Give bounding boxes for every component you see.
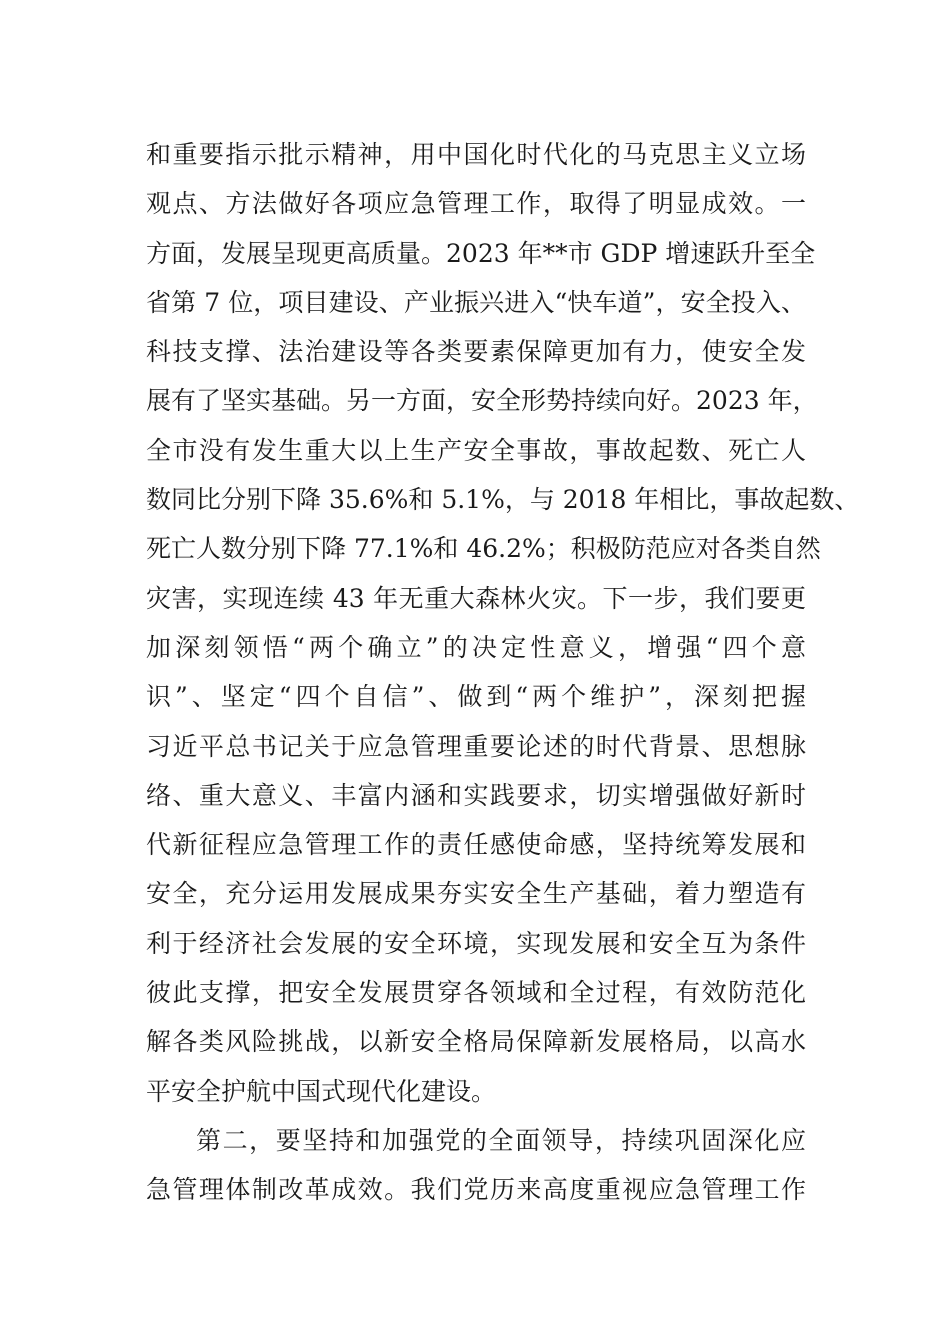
paragraph-2 [146,1116,806,1215]
text-line: 方面，发展呈现更高质量。2023 年**市 GDP 增速跃升至全 [146,238,816,268]
text-line: 和重要指示批示精神，用中国化时代化的马克思主义立场 [146,140,806,169]
text-line: 急管理体制改革成效。我们党历来高度重视应急管理工作 [146,1175,806,1205]
text-line: 安全，充分运用发展成果夯实安全生产基础，着力塑造有 [146,879,806,909]
text-line: 平安全护航中国式现代化建设。 [146,1076,497,1106]
text-line: 代新征程应急管理工作的责任感使命感，坚持统筹发展和 [146,830,806,860]
text-line: 省第 7 位，项目建设、产业振兴进入“快车道”，安全投入、 [146,287,806,317]
text-line: 习近平总书记关于应急管理重要论述的时代背景、思想脉 [146,731,806,761]
text-line: 加深刻领悟“两个确立”的决定性意义，增强“四个意 [146,632,806,662]
text-line: 络、重大意义、丰富内涵和实践要求，切实增强做好新时 [146,780,806,810]
text-line: 利于经济社会发展的安全环境，实现发展和安全互为条件 [146,928,806,958]
text-line: 第二，要坚持和加强党的全面领导，持续巩固深化应 [196,1125,806,1155]
text-line: 解各类风险挑战，以新安全格局保障新发展格局，以高水 [146,1027,806,1057]
text-line: 数同比分别下降 35.6%和 5.1%，与 2018 年相比，事故起数、 [146,485,860,515]
text-line: 展有了坚实基础。另一方面，安全形势持续向好。2023 年， [146,386,818,416]
paragraph-1 [146,130,860,1116]
body-text [146,130,860,1215]
text-line: 死亡人数分别下降 77.1%和 46.2%；积极防范应对各类自然 [146,534,821,564]
text-line: 观点、方法做好各项应急管理工作，取得了明显成效。一 [146,189,806,219]
text-line: 全市没有发生重大以上生产安全事故，事故起数、死亡人 [146,435,806,465]
text-line: 彼此支撑，把安全发展贯穿各领域和全过程，有效防范化 [146,978,806,1008]
text-line: 灾害，实现连续 43 年无重大森林火灾。下一步，我们要更 [146,583,806,613]
text-line: 识”、坚定“四个自信”、做到“两个维护”，深刻把握 [146,682,806,712]
text-line: 科技支撑、法治建设等各类要素保障更加有力，使安全发 [146,337,806,367]
